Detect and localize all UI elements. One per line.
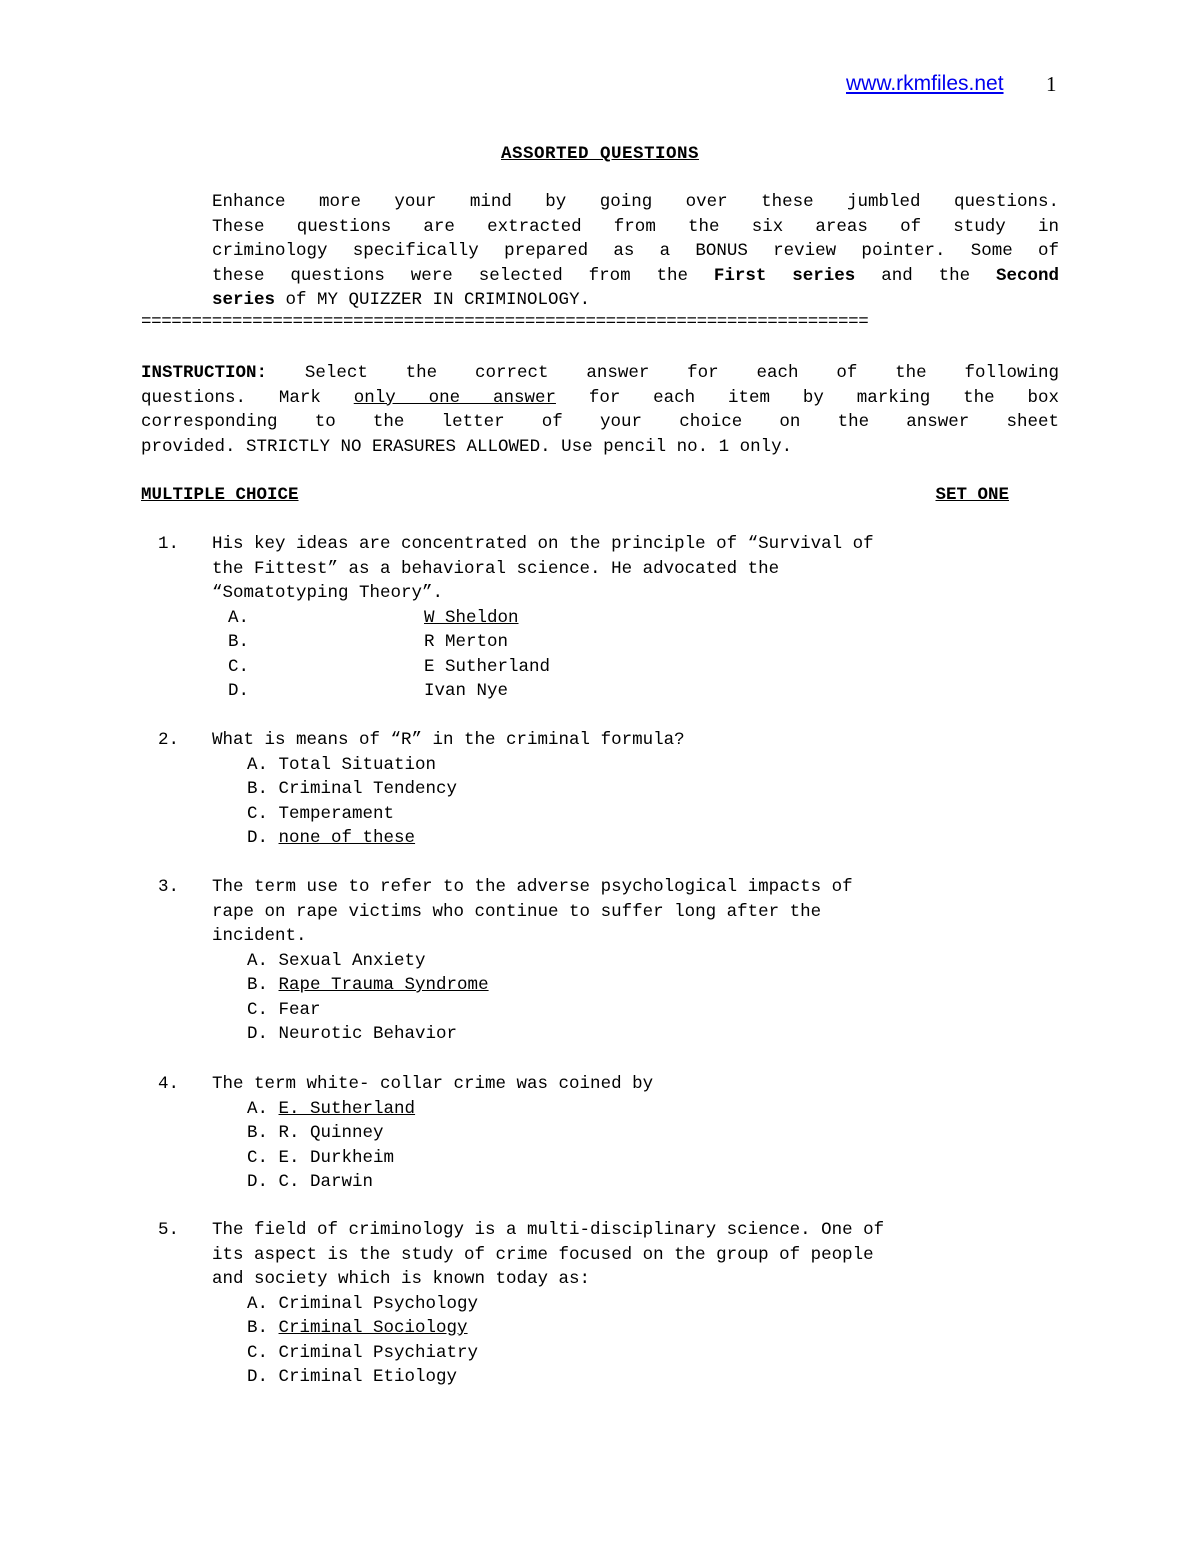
- option-item: B. Criminal Tendency: [247, 779, 458, 799]
- instruction-line: corresponding to the letter of your choice on the answer sheet: [141, 412, 1059, 432]
- option-item: D. C. Darwin: [247, 1172, 374, 1192]
- option-item: D. Neurotic Behavior: [247, 1024, 458, 1044]
- section-title: MULTIPLE CHOICE: [141, 485, 299, 505]
- correct-answer: E. Sutherland: [278, 1098, 416, 1119]
- option-list: [247, 753, 457, 851]
- divider-rule: ========================================================================: [141, 312, 869, 332]
- question-text: The term use to refer to the adverse psychological impacts of rape on rape victims who continue to suffer long after the incident.: [212, 877, 853, 946]
- option-item: A. Sexual Anxiety: [247, 950, 426, 971]
- option-item: B. Rape Trauma Syndrome: [247, 975, 489, 995]
- only-one-answer-text: only one answer: [353, 387, 556, 408]
- intro-line: criminology specifically prepared as a BONUS review pointer. Some of: [212, 241, 1059, 261]
- second-series-text: Second: [996, 265, 1060, 286]
- page-number: 1: [1046, 72, 1057, 96]
- intro-line: these questions were selected from the First series and the Second: [212, 265, 1060, 286]
- correct-answer: none of these: [278, 828, 416, 848]
- intro-line: series of MY QUIZZER IN CRIMINOLOGY.: [212, 290, 591, 310]
- set-label: SET ONE: [935, 485, 1009, 505]
- question-text: His key ideas are concentrated on the principle of “Survival of the Fittest” as a behavioral science. He advocated the “Somatotyping Theory”.: [212, 534, 874, 603]
- question-number: 3.: [158, 877, 180, 897]
- option-list: [228, 606, 550, 704]
- option-item: D. Criminal Etiology: [247, 1367, 458, 1387]
- correct-answer: Criminal Sociology: [278, 1318, 468, 1338]
- option-item: C. E. Durkheim: [247, 1147, 395, 1168]
- option-item: B. Criminal Sociology: [247, 1318, 468, 1338]
- instruction-line: INSTRUCTION: Select the correct answer for each of the following: [141, 363, 1059, 383]
- question-number: 2.: [158, 730, 180, 750]
- option-item: A. Total Situation: [247, 754, 437, 775]
- instruction-paragraph: [141, 361, 1059, 459]
- question-number: 4.: [158, 1074, 180, 1094]
- option-item: B. R Merton: [228, 632, 509, 652]
- intro-line: Enhance more your mind by going over these jumbled questions.: [212, 192, 1059, 212]
- option-item: A. W Sheldon: [228, 607, 519, 628]
- option-item: A. Criminal Psychology: [247, 1293, 479, 1314]
- correct-answer: W Sheldon: [424, 607, 519, 628]
- option-item: D. Ivan Nye: [228, 681, 509, 701]
- option-item: D. none of these: [247, 828, 416, 848]
- section-heading: [141, 485, 1009, 505]
- intro-paragraph: [141, 190, 1059, 313]
- question-text: What is means of “R” in the criminal formula?: [212, 730, 685, 750]
- option-item: C. E Sutherland: [228, 656, 551, 677]
- instruction-label: INSTRUCTION:: [141, 363, 268, 383]
- document-title: ASSORTED QUESTIONS: [500, 144, 700, 164]
- question-number: 5.: [158, 1220, 180, 1240]
- option-item: C. Fear: [247, 999, 321, 1020]
- question-text: The term white- collar crime was coined by: [212, 1074, 654, 1094]
- question-text: The field of criminology is a multi-disciplinary science. One of its aspect is the study of crime focused on the group of people and society which is known today as:: [212, 1220, 885, 1289]
- intro-line: These questions are extracted from the six areas of study in: [212, 216, 1059, 237]
- header-link[interactable]: www.rkmfiles.net: [846, 72, 1004, 95]
- option-item: B. R. Quinney: [247, 1123, 384, 1143]
- option-item: A. E. Sutherland: [247, 1098, 416, 1119]
- option-item: C. Temperament: [247, 803, 395, 824]
- question-number: 1.: [158, 534, 180, 554]
- option-list: [247, 1292, 478, 1390]
- correct-answer: Rape Trauma Syndrome: [278, 975, 489, 995]
- option-list: [247, 1097, 415, 1195]
- first-series-text: First series: [713, 265, 856, 286]
- option-list: [247, 949, 489, 1047]
- instruction-line: questions. Mark only one answer for each item by marking the box: [141, 387, 1059, 408]
- option-item: C. Criminal Psychiatry: [247, 1342, 479, 1363]
- instruction-line: provided. STRICTLY NO ERASURES ALLOWED. Use pencil no. 1 only.: [141, 436, 793, 457]
